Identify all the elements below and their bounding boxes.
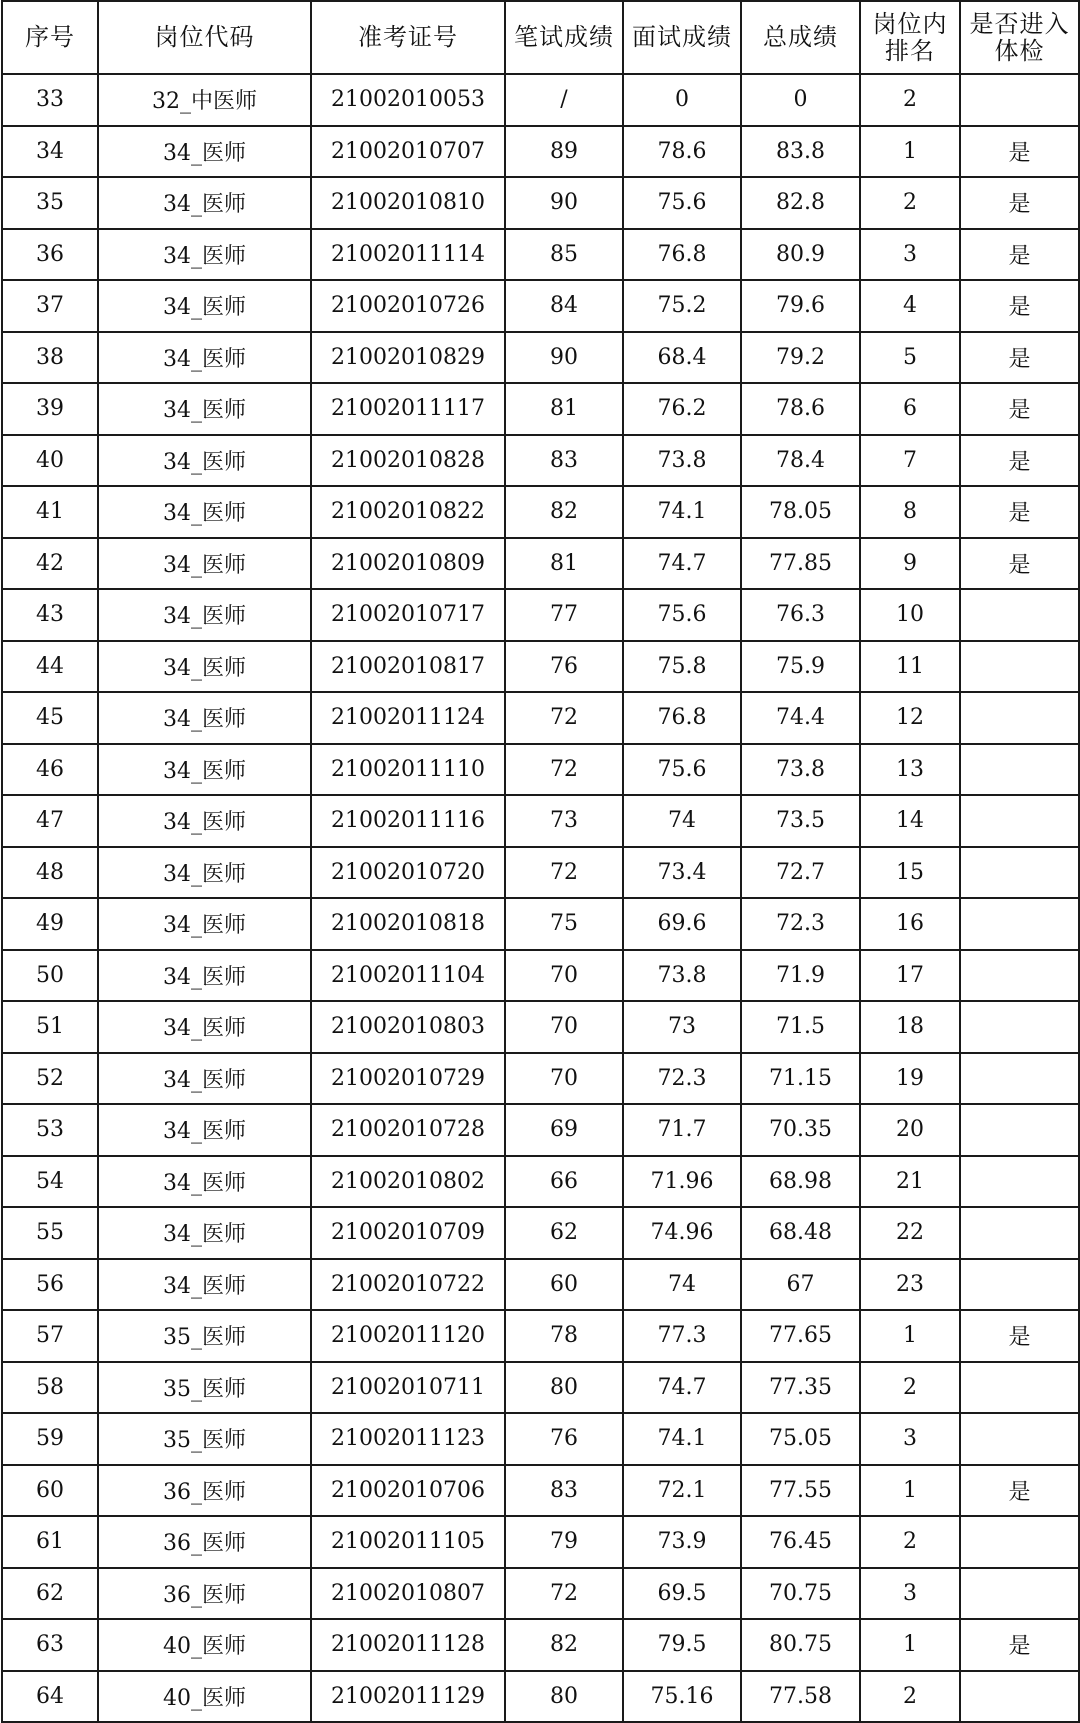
cell-written-score: 81	[505, 383, 623, 435]
cell-interview-score: 69.6	[623, 898, 741, 950]
cell-physical-exam	[960, 847, 1079, 899]
table-row	[2, 795, 1079, 847]
cell-position-code: 34_医师	[98, 795, 311, 847]
cell-total-score: 72.3	[741, 898, 860, 950]
cell-index: 52	[2, 1053, 98, 1105]
cell-ticket-number: 21002010707	[311, 126, 505, 178]
table-row	[2, 1310, 1079, 1362]
table-row	[2, 898, 1079, 950]
cell-rank: 7	[860, 435, 960, 487]
cell-index: 43	[2, 589, 98, 641]
cell-index: 51	[2, 1001, 98, 1053]
cell-index: 36	[2, 229, 98, 281]
cell-position-code: 36_医师	[98, 1516, 311, 1568]
col-header-total-score: 总成绩	[741, 1, 860, 74]
cell-index: 41	[2, 486, 98, 538]
cell-total-score: 76.3	[741, 589, 860, 641]
cell-rank: 15	[860, 847, 960, 899]
cell-interview-score: 73.4	[623, 847, 741, 899]
cell-position-code: 34_医师	[98, 435, 311, 487]
cell-rank: 23	[860, 1259, 960, 1311]
cell-index: 45	[2, 692, 98, 744]
cell-written-score: 79	[505, 1516, 623, 1568]
cell-total-score: 67	[741, 1259, 860, 1311]
cell-position-code: 34_医师	[98, 950, 311, 1002]
cell-rank: 18	[860, 1001, 960, 1053]
col-header-written-score: 笔试成绩	[505, 1, 623, 74]
cell-total-score: 70.75	[741, 1568, 860, 1620]
cell-rank: 19	[860, 1053, 960, 1105]
cell-index: 59	[2, 1413, 98, 1465]
cell-written-score: 82	[505, 486, 623, 538]
cell-interview-score: 76.8	[623, 229, 741, 281]
cell-rank: 3	[860, 229, 960, 281]
table-row	[2, 1671, 1079, 1723]
cell-interview-score: 74.7	[623, 538, 741, 590]
cell-index: 53	[2, 1104, 98, 1156]
cell-interview-score: 77.3	[623, 1310, 741, 1362]
table-row	[2, 1156, 1079, 1208]
cell-index: 40	[2, 435, 98, 487]
cell-written-score: 90	[505, 332, 623, 384]
cell-ticket-number: 21002010817	[311, 641, 505, 693]
cell-ticket-number: 21002011117	[311, 383, 505, 435]
cell-ticket-number: 21002011105	[311, 1516, 505, 1568]
cell-interview-score: 74.1	[623, 1413, 741, 1465]
cell-total-score: 78.6	[741, 383, 860, 435]
table-row	[2, 229, 1079, 281]
cell-ticket-number: 21002010822	[311, 486, 505, 538]
col-header-physical-exam: 是否进入体检	[960, 1, 1079, 74]
cell-physical-exam: 是	[960, 486, 1079, 538]
col-header-position-code: 岗位代码	[98, 1, 311, 74]
table-row	[2, 744, 1079, 796]
table-row	[2, 332, 1079, 384]
col-header-interview-score: 面试成绩	[623, 1, 741, 74]
table-row	[2, 1001, 1079, 1053]
table-row	[2, 383, 1079, 435]
cell-position-code: 34_医师	[98, 1053, 311, 1105]
table-row	[2, 1516, 1079, 1568]
cell-index: 37	[2, 280, 98, 332]
cell-physical-exam	[960, 1259, 1079, 1311]
cell-written-score: 80	[505, 1362, 623, 1414]
cell-position-code: 36_医师	[98, 1568, 311, 1620]
cell-ticket-number: 21002010053	[311, 74, 505, 126]
cell-total-score: 78.4	[741, 435, 860, 487]
cell-physical-exam	[960, 898, 1079, 950]
table-row	[2, 641, 1079, 693]
cell-ticket-number: 21002010818	[311, 898, 505, 950]
cell-position-code: 34_医师	[98, 383, 311, 435]
cell-rank: 20	[860, 1104, 960, 1156]
cell-position-code: 32_中医师	[98, 74, 311, 126]
cell-total-score: 77.55	[741, 1465, 860, 1517]
cell-position-code: 34_医师	[98, 229, 311, 281]
table-row	[2, 1104, 1079, 1156]
cell-position-code: 34_医师	[98, 332, 311, 384]
cell-total-score: 77.65	[741, 1310, 860, 1362]
cell-total-score: 75.05	[741, 1413, 860, 1465]
cell-rank: 3	[860, 1568, 960, 1620]
cell-rank: 10	[860, 589, 960, 641]
cell-total-score: 71.5	[741, 1001, 860, 1053]
cell-rank: 17	[860, 950, 960, 1002]
cell-interview-score: 73	[623, 1001, 741, 1053]
cell-ticket-number: 21002010711	[311, 1362, 505, 1414]
cell-rank: 13	[860, 744, 960, 796]
cell-ticket-number: 21002010729	[311, 1053, 505, 1105]
table-row	[2, 589, 1079, 641]
cell-physical-exam: 是	[960, 1465, 1079, 1517]
cell-physical-exam: 是	[960, 538, 1079, 590]
cell-ticket-number: 21002010807	[311, 1568, 505, 1620]
cell-rank: 2	[860, 1671, 960, 1723]
cell-written-score: 72	[505, 692, 623, 744]
cell-physical-exam	[960, 1156, 1079, 1208]
cell-ticket-number: 21002011123	[311, 1413, 505, 1465]
cell-total-score: 68.48	[741, 1207, 860, 1259]
table-row	[2, 280, 1079, 332]
cell-rank: 3	[860, 1413, 960, 1465]
cell-written-score: 78	[505, 1310, 623, 1362]
cell-interview-score: 78.6	[623, 126, 741, 178]
cell-written-score: 70	[505, 950, 623, 1002]
cell-ticket-number: 21002011128	[311, 1619, 505, 1671]
cell-position-code: 34_医师	[98, 126, 311, 178]
cell-ticket-number: 21002010803	[311, 1001, 505, 1053]
cell-position-code: 36_医师	[98, 1465, 311, 1517]
cell-physical-exam	[960, 795, 1079, 847]
cell-index: 47	[2, 795, 98, 847]
cell-index: 56	[2, 1259, 98, 1311]
cell-rank: 16	[860, 898, 960, 950]
cell-rank: 4	[860, 280, 960, 332]
cell-index: 34	[2, 126, 98, 178]
cell-rank: 5	[860, 332, 960, 384]
cell-physical-exam	[960, 1104, 1079, 1156]
cell-ticket-number: 21002011110	[311, 744, 505, 796]
col-header-index: 序号	[2, 1, 98, 74]
cell-position-code: 34_医师	[98, 1207, 311, 1259]
cell-interview-score: 72.3	[623, 1053, 741, 1105]
table-row	[2, 1465, 1079, 1517]
cell-total-score: 77.58	[741, 1671, 860, 1723]
cell-index: 60	[2, 1465, 98, 1517]
cell-physical-exam	[960, 744, 1079, 796]
cell-total-score: 68.98	[741, 1156, 860, 1208]
cell-ticket-number: 21002010706	[311, 1465, 505, 1517]
cell-rank: 6	[860, 383, 960, 435]
table-row	[2, 126, 1079, 178]
cell-position-code: 34_医师	[98, 898, 311, 950]
cell-interview-score: 75.8	[623, 641, 741, 693]
cell-ticket-number: 21002010802	[311, 1156, 505, 1208]
cell-physical-exam: 是	[960, 280, 1079, 332]
cell-interview-score: 75.6	[623, 177, 741, 229]
cell-physical-exam	[960, 1362, 1079, 1414]
cell-rank: 12	[860, 692, 960, 744]
cell-written-score: 76	[505, 1413, 623, 1465]
cell-physical-exam: 是	[960, 1310, 1079, 1362]
cell-interview-score: 74	[623, 1259, 741, 1311]
cell-position-code: 34_医师	[98, 692, 311, 744]
cell-index: 50	[2, 950, 98, 1002]
cell-position-code: 34_医师	[98, 589, 311, 641]
cell-index: 63	[2, 1619, 98, 1671]
cell-total-score: 78.05	[741, 486, 860, 538]
cell-total-score: 80.9	[741, 229, 860, 281]
cell-written-score: 82	[505, 1619, 623, 1671]
cell-physical-exam	[960, 589, 1079, 641]
table-row	[2, 1568, 1079, 1620]
cell-index: 35	[2, 177, 98, 229]
cell-index: 61	[2, 1516, 98, 1568]
cell-position-code: 40_医师	[98, 1619, 311, 1671]
cell-index: 48	[2, 847, 98, 899]
cell-ticket-number: 21002010720	[311, 847, 505, 899]
cell-ticket-number: 21002010728	[311, 1104, 505, 1156]
cell-index: 39	[2, 383, 98, 435]
cell-rank: 2	[860, 1362, 960, 1414]
cell-interview-score: 74.96	[623, 1207, 741, 1259]
cell-position-code: 34_医师	[98, 486, 311, 538]
cell-interview-score: 73.8	[623, 950, 741, 1002]
cell-total-score: 71.15	[741, 1053, 860, 1105]
cell-position-code: 34_医师	[98, 538, 311, 590]
cell-index: 62	[2, 1568, 98, 1620]
cell-written-score: 69	[505, 1104, 623, 1156]
cell-total-score: 75.9	[741, 641, 860, 693]
cell-ticket-number: 21002010717	[311, 589, 505, 641]
cell-rank: 14	[860, 795, 960, 847]
cell-position-code: 34_医师	[98, 1104, 311, 1156]
col-header-ticket-number: 准考证号	[311, 1, 505, 74]
table-row	[2, 1619, 1079, 1671]
cell-total-score: 70.35	[741, 1104, 860, 1156]
cell-interview-score: 79.5	[623, 1619, 741, 1671]
cell-rank: 8	[860, 486, 960, 538]
cell-total-score: 79.6	[741, 280, 860, 332]
cell-physical-exam	[960, 641, 1079, 693]
cell-physical-exam: 是	[960, 383, 1079, 435]
cell-interview-score: 69.5	[623, 1568, 741, 1620]
cell-position-code: 34_医师	[98, 847, 311, 899]
cell-index: 49	[2, 898, 98, 950]
cell-total-score: 0	[741, 74, 860, 126]
cell-index: 55	[2, 1207, 98, 1259]
cell-physical-exam	[960, 1053, 1079, 1105]
table-row	[2, 692, 1079, 744]
cell-physical-exam: 是	[960, 229, 1079, 281]
cell-rank: 1	[860, 1465, 960, 1517]
cell-written-score: 89	[505, 126, 623, 178]
cell-physical-exam	[960, 1568, 1079, 1620]
cell-position-code: 40_医师	[98, 1671, 311, 1723]
cell-rank: 1	[860, 126, 960, 178]
cell-interview-score: 76.2	[623, 383, 741, 435]
cell-index: 38	[2, 332, 98, 384]
cell-position-code: 34_医师	[98, 280, 311, 332]
cell-interview-score: 72.1	[623, 1465, 741, 1517]
cell-position-code: 34_医师	[98, 744, 311, 796]
cell-total-score: 71.9	[741, 950, 860, 1002]
cell-interview-score: 75.6	[623, 744, 741, 796]
cell-written-score: 76	[505, 641, 623, 693]
cell-written-score: 90	[505, 177, 623, 229]
cell-interview-score: 74.7	[623, 1362, 741, 1414]
cell-position-code: 34_医师	[98, 1156, 311, 1208]
table-row	[2, 177, 1079, 229]
cell-written-score: 72	[505, 847, 623, 899]
cell-total-score: 77.85	[741, 538, 860, 590]
cell-total-score: 79.2	[741, 332, 860, 384]
cell-interview-score: 68.4	[623, 332, 741, 384]
cell-index: 58	[2, 1362, 98, 1414]
cell-written-score: 84	[505, 280, 623, 332]
cell-physical-exam	[960, 74, 1079, 126]
cell-ticket-number: 21002011104	[311, 950, 505, 1002]
cell-interview-score: 73.9	[623, 1516, 741, 1568]
table-row	[2, 847, 1079, 899]
table-row	[2, 486, 1079, 538]
cell-physical-exam	[960, 1516, 1079, 1568]
cell-index: 64	[2, 1671, 98, 1723]
cell-ticket-number: 21002010726	[311, 280, 505, 332]
cell-written-score: 70	[505, 1053, 623, 1105]
cell-written-score: 66	[505, 1156, 623, 1208]
table-row	[2, 1053, 1079, 1105]
col-header-rank-in-position: 岗位内排名	[860, 1, 960, 74]
cell-total-score: 76.45	[741, 1516, 860, 1568]
cell-physical-exam	[960, 1207, 1079, 1259]
cell-rank: 2	[860, 1516, 960, 1568]
cell-interview-score: 74.1	[623, 486, 741, 538]
cell-interview-score: 74	[623, 795, 741, 847]
cell-written-score: 80	[505, 1671, 623, 1723]
cell-total-score: 80.75	[741, 1619, 860, 1671]
cell-rank: 21	[860, 1156, 960, 1208]
cell-physical-exam: 是	[960, 126, 1079, 178]
cell-rank: 1	[860, 1310, 960, 1362]
cell-index: 42	[2, 538, 98, 590]
cell-interview-score: 73.8	[623, 435, 741, 487]
cell-ticket-number: 21002010810	[311, 177, 505, 229]
cell-rank: 1	[860, 1619, 960, 1671]
table-row	[2, 538, 1079, 590]
cell-written-score: 73	[505, 795, 623, 847]
cell-interview-score: 75.2	[623, 280, 741, 332]
cell-physical-exam	[960, 1413, 1079, 1465]
cell-rank: 9	[860, 538, 960, 590]
cell-physical-exam	[960, 1671, 1079, 1723]
cell-total-score: 74.4	[741, 692, 860, 744]
cell-total-score: 73.5	[741, 795, 860, 847]
cell-interview-score: 71.7	[623, 1104, 741, 1156]
cell-position-code: 34_医师	[98, 177, 311, 229]
cell-index: 44	[2, 641, 98, 693]
cell-ticket-number: 21002011120	[311, 1310, 505, 1362]
cell-index: 54	[2, 1156, 98, 1208]
table-row	[2, 1259, 1079, 1311]
cell-physical-exam	[960, 1001, 1079, 1053]
cell-rank: 11	[860, 641, 960, 693]
cell-written-score: /	[505, 74, 623, 126]
cell-physical-exam	[960, 692, 1079, 744]
cell-written-score: 72	[505, 744, 623, 796]
cell-rank: 2	[860, 177, 960, 229]
cell-ticket-number: 21002010709	[311, 1207, 505, 1259]
cell-physical-exam: 是	[960, 435, 1079, 487]
cell-position-code: 34_医师	[98, 1259, 311, 1311]
cell-written-score: 62	[505, 1207, 623, 1259]
cell-index: 57	[2, 1310, 98, 1362]
cell-rank: 2	[860, 74, 960, 126]
cell-index: 33	[2, 74, 98, 126]
cell-ticket-number: 21002011114	[311, 229, 505, 281]
cell-interview-score: 76.8	[623, 692, 741, 744]
cell-written-score: 81	[505, 538, 623, 590]
cell-total-score: 72.7	[741, 847, 860, 899]
cell-physical-exam	[960, 950, 1079, 1002]
cell-written-score: 72	[505, 1568, 623, 1620]
cell-interview-score: 75.16	[623, 1671, 741, 1723]
cell-written-score: 85	[505, 229, 623, 281]
cell-ticket-number: 21002011129	[311, 1671, 505, 1723]
table-row	[2, 435, 1079, 487]
cell-interview-score: 71.96	[623, 1156, 741, 1208]
cell-written-score: 60	[505, 1259, 623, 1311]
cell-total-score: 73.8	[741, 744, 860, 796]
cell-rank: 22	[860, 1207, 960, 1259]
cell-interview-score: 0	[623, 74, 741, 126]
table-row	[2, 950, 1079, 1002]
cell-written-score: 83	[505, 1465, 623, 1517]
cell-ticket-number: 21002010828	[311, 435, 505, 487]
table-row	[2, 74, 1079, 126]
cell-ticket-number: 21002010829	[311, 332, 505, 384]
cell-total-score: 82.8	[741, 177, 860, 229]
table-row	[2, 1207, 1079, 1259]
header-row	[2, 1, 1079, 74]
table-row	[2, 1362, 1079, 1414]
cell-position-code: 34_医师	[98, 641, 311, 693]
cell-interview-score: 75.6	[623, 589, 741, 641]
cell-written-score: 77	[505, 589, 623, 641]
cell-position-code: 35_医师	[98, 1310, 311, 1362]
cell-total-score: 77.35	[741, 1362, 860, 1414]
cell-index: 46	[2, 744, 98, 796]
cell-ticket-number: 21002010809	[311, 538, 505, 590]
cell-written-score: 70	[505, 1001, 623, 1053]
cell-total-score: 83.8	[741, 126, 860, 178]
cell-physical-exam: 是	[960, 177, 1079, 229]
score-table	[1, 0, 1080, 1723]
cell-ticket-number: 21002010722	[311, 1259, 505, 1311]
cell-physical-exam: 是	[960, 1619, 1079, 1671]
cell-position-code: 35_医师	[98, 1362, 311, 1414]
cell-written-score: 75	[505, 898, 623, 950]
table-row	[2, 1413, 1079, 1465]
cell-position-code: 35_医师	[98, 1413, 311, 1465]
cell-position-code: 34_医师	[98, 1001, 311, 1053]
cell-ticket-number: 21002011124	[311, 692, 505, 744]
cell-ticket-number: 21002011116	[311, 795, 505, 847]
cell-written-score: 83	[505, 435, 623, 487]
cell-physical-exam: 是	[960, 332, 1079, 384]
